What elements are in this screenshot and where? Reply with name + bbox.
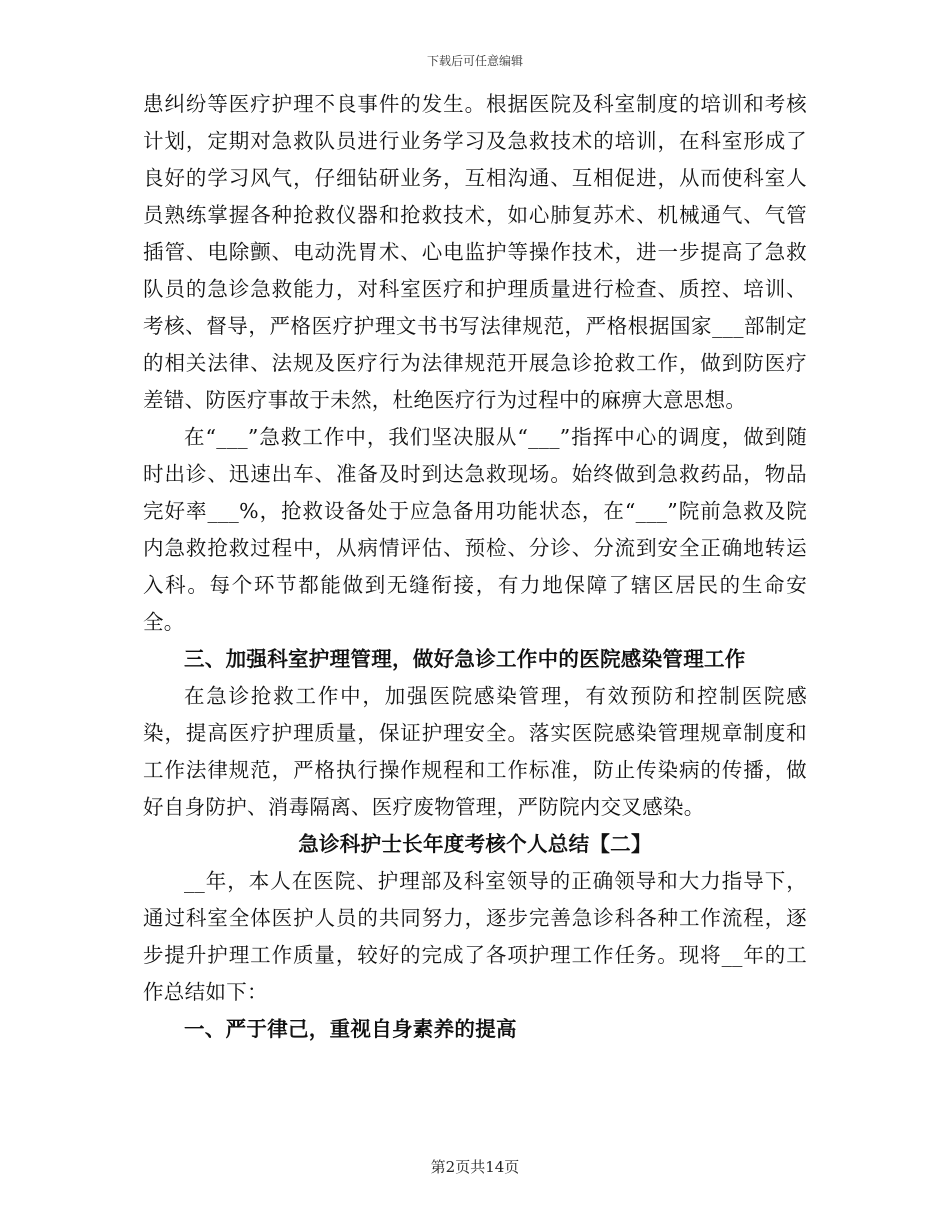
section-heading-3: 三、加强科室护理管理，做好急诊工作中的医院感染管理工作 (184, 647, 746, 671)
paragraph-2: 在“___”急救工作中，我们坚决服从“___”指挥中心的调度，做到随时出诊、迅速出车、准备及时到达急救现场。始终做到急救药品，物品完好率___%，抢救设备处于应急备用功能状态，在“___”院前急救及院内急救抢救过程中，从病情评估、预检、分诊、分流到安全正确地转运入科。每个环节都能做到无缝衔接，有力地保障了辖区居民的生命安全。 (143, 425, 807, 634)
document-title-2: 急诊科护士长年度考核个人总结【二】 (298, 832, 652, 856)
paragraph-3: 在急诊抢救工作中，加强医院感染管理，有效预防和控制医院感染，提高医疗护理质量，保证护理安全。落实医院感染管理规章制度和工作法律规范，严格执行操作规程和工作标准，防止传染病的传播，做好自身防护、消毒隔离、医疗废物管理，严防院内交叉感染。 (143, 684, 807, 819)
page-footer: 第2页共14页 (430, 1158, 520, 1176)
paragraph-4: __年，本人在医院、护理部及科室领导的正确领导和大力指导下，通过科室全体医护人员的共同努力，逐步完善急诊科各种工作流程，逐步提升护理工作质量，较好的完成了各项护理工作任务。现将__年的工作总结如下： (143, 869, 807, 1004)
paragraph-1: 患纠纷等医疗护理不良事件的发生。根据医院及科室制度的培训和考核计划，定期对急救队员进行业务学习及急救技术的培训，在科室形成了良好的学习风气，仔细钻研业务，互相沟通、互相促进，从而使科室人员熟练掌握各种抢救仪器和抢救技术，如心肺复苏术、机械通气、气管插管、电除颤、电动洗胃术、心电监护等操作技术，进一步提高了急救队员的急诊急救能力，对科室医疗和护理质量进行检查、质控、培训、考核、督导，严格医疗护理文书书写法律规范，严格根据国家___部制定的相关法律、法规及医疗行为法律规范开展急诊抢救工作，做到防医疗差错、防医疗事故于未然，杜绝医疗行为过程中的麻痹大意思想。 (143, 92, 807, 412)
section-heading-1: 一、严于律己，重视自身素养的提高 (184, 1017, 517, 1041)
page-header: 下载后可任意编辑 (426, 54, 523, 68)
document-body (143, 86, 807, 1048)
